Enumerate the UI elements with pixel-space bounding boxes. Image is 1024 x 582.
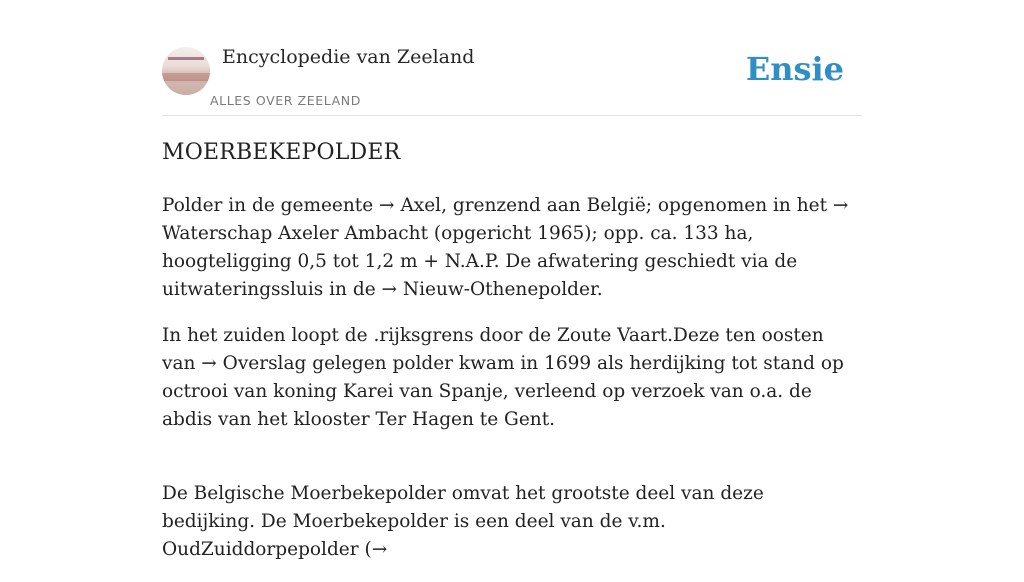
- ensie-logo[interactable]: Ensie: [745, 50, 844, 88]
- paragraph-spacer: [162, 452, 862, 480]
- avatar-detail: [162, 81, 210, 95]
- article-paragraph-2: In het zuiden loopt de .rijksgrens door de Zoute Vaart.Deze ten oosten van → Overslag gelegen polder kwam in 1699 als herdijking tot stand op octrooi van koning Karei van Spanje, verleend op verzoek van o.a. de abdis van het klooster Ter Hagen te Gent.: [162, 325, 844, 430]
- site-avatar[interactable]: [162, 47, 210, 95]
- header-divider: [162, 115, 862, 116]
- site-tagline: ALLES OVER ZEELAND: [210, 93, 361, 108]
- article-paragraph-3: De Belgische Moerbekepolder omvat het grootste deel van deze bedijking. De Moerbekepolder is een deel van de v.m. OudZuiddorpepolder (→: [162, 483, 764, 560]
- article-paragraph-1: Polder in de gemeente → Axel, grenzend aan België; opgenomen in het → Waterschap Axeler Ambacht (opgericht 1965); opp. ca. 133 ha, hoogteligging 0,5 tot 1,2 m + N.A.P. De afwatering geschiedt via de uitwateringssluis in de → Nieuw-Othenepolder.: [162, 195, 849, 300]
- page: [162, 0, 862, 560]
- article-body: [162, 192, 862, 582]
- avatar-detail: [168, 57, 204, 60]
- site-title[interactable]: Encyclopedie van Zeeland: [222, 46, 475, 68]
- article-title: MOERBEKEPOLDER: [162, 140, 401, 165]
- site-header: [162, 0, 862, 116]
